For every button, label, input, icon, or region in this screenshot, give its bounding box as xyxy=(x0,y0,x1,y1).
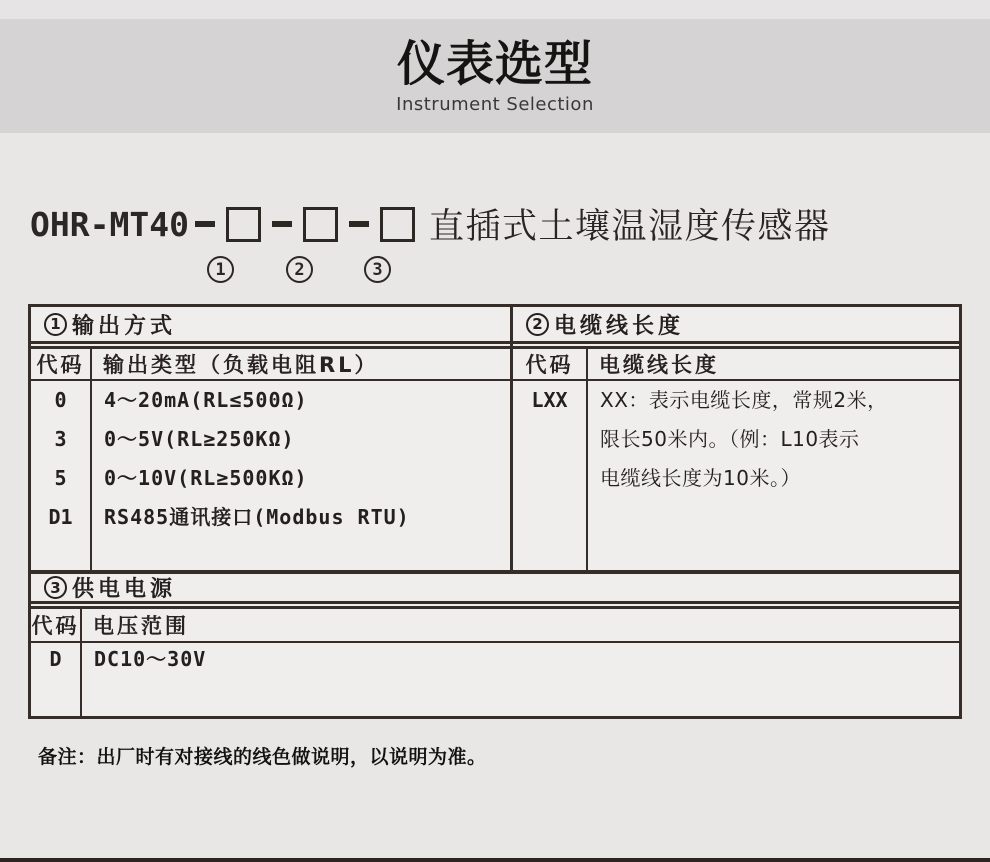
selection-table xyxy=(28,304,962,719)
code-value: D1 xyxy=(48,505,73,529)
power-desc-column xyxy=(82,643,959,716)
cable-section-header xyxy=(513,307,959,349)
product-name: 直插式土壤温湿度传感器 xyxy=(428,207,831,247)
top-strip xyxy=(0,0,990,19)
power-section-body xyxy=(31,643,959,716)
code-value: 5 xyxy=(54,466,67,490)
position-number-2: 2 xyxy=(286,256,313,283)
output-code-column xyxy=(31,381,92,570)
circled-number-icon: 1 xyxy=(44,313,67,336)
model-option-box-2 xyxy=(303,207,338,242)
code-header-cell: 代码 xyxy=(31,609,82,641)
voltage-range-header-cell: 电压范围 xyxy=(93,614,189,638)
cable-length-header-cell: 电缆线长度 xyxy=(599,353,719,377)
dash-separator xyxy=(272,221,292,227)
table-upper-band xyxy=(31,307,959,570)
cable-desc-line: 电缆线长度为10米。） xyxy=(600,466,801,490)
page-title: 仪表选型 xyxy=(396,36,593,92)
bottom-divider-bar xyxy=(0,858,990,862)
code-value: 0 xyxy=(54,388,67,412)
output-section xyxy=(31,307,513,570)
code-header-cell: 代码 xyxy=(31,349,92,379)
cable-desc-line: XX：表示电缆长度，常规2米， xyxy=(600,388,888,412)
position-number-3: 3 xyxy=(364,256,391,283)
model-option-box-3 xyxy=(380,207,415,242)
cable-desc-column xyxy=(588,381,959,570)
cable-column-header xyxy=(513,349,959,381)
output-type-value: 0～5V(RL≥250KΩ) xyxy=(104,427,295,451)
code-value: D xyxy=(49,647,62,671)
circled-number-icon: 3 xyxy=(44,576,67,599)
output-desc-column xyxy=(92,381,510,570)
output-section-title: 输出方式 xyxy=(72,313,177,339)
cable-section-body xyxy=(513,381,959,570)
header-band xyxy=(0,19,990,133)
output-type-header-cell: 输出类型（负载电阻RL） xyxy=(103,353,379,377)
page-subtitle: Instrument Selection xyxy=(396,94,594,115)
power-section-header xyxy=(31,574,959,609)
remark-note: 备注：出厂时有对接线的线色做说明，以说明为准。 xyxy=(38,746,487,768)
dash-separator xyxy=(195,221,215,227)
power-section xyxy=(31,570,959,716)
circled-number-icon: 2 xyxy=(526,313,549,336)
cable-section xyxy=(513,307,959,570)
power-column-header xyxy=(31,609,959,643)
code-value: 3 xyxy=(54,427,67,451)
power-section-title: 供电电源 xyxy=(72,577,177,602)
output-type-value: RS485通讯接口(Modbus RTU) xyxy=(104,505,410,529)
code-value: LXX xyxy=(531,388,568,412)
output-section-body xyxy=(31,381,510,570)
voltage-range-value: DC10～30V xyxy=(94,647,207,671)
output-column-header xyxy=(31,349,510,381)
output-type-value: 4～20mA(RL≤500Ω) xyxy=(104,388,308,412)
model-option-box-1 xyxy=(226,207,261,242)
output-type-value: 0～10V(RL≥500KΩ) xyxy=(104,466,308,490)
cable-code-column xyxy=(513,381,588,570)
cable-section-title: 电缆线长度 xyxy=(554,313,685,339)
model-prefix: OHR-MT40 xyxy=(30,204,189,244)
model-code-row xyxy=(30,198,830,250)
power-code-column xyxy=(31,643,82,716)
position-number-1: 1 xyxy=(207,256,234,283)
output-section-header xyxy=(31,307,510,349)
cable-desc-line: 限长50米内。（例：L10表示 xyxy=(600,427,860,451)
code-header-cell: 代码 xyxy=(513,349,588,379)
dash-separator xyxy=(349,221,369,227)
